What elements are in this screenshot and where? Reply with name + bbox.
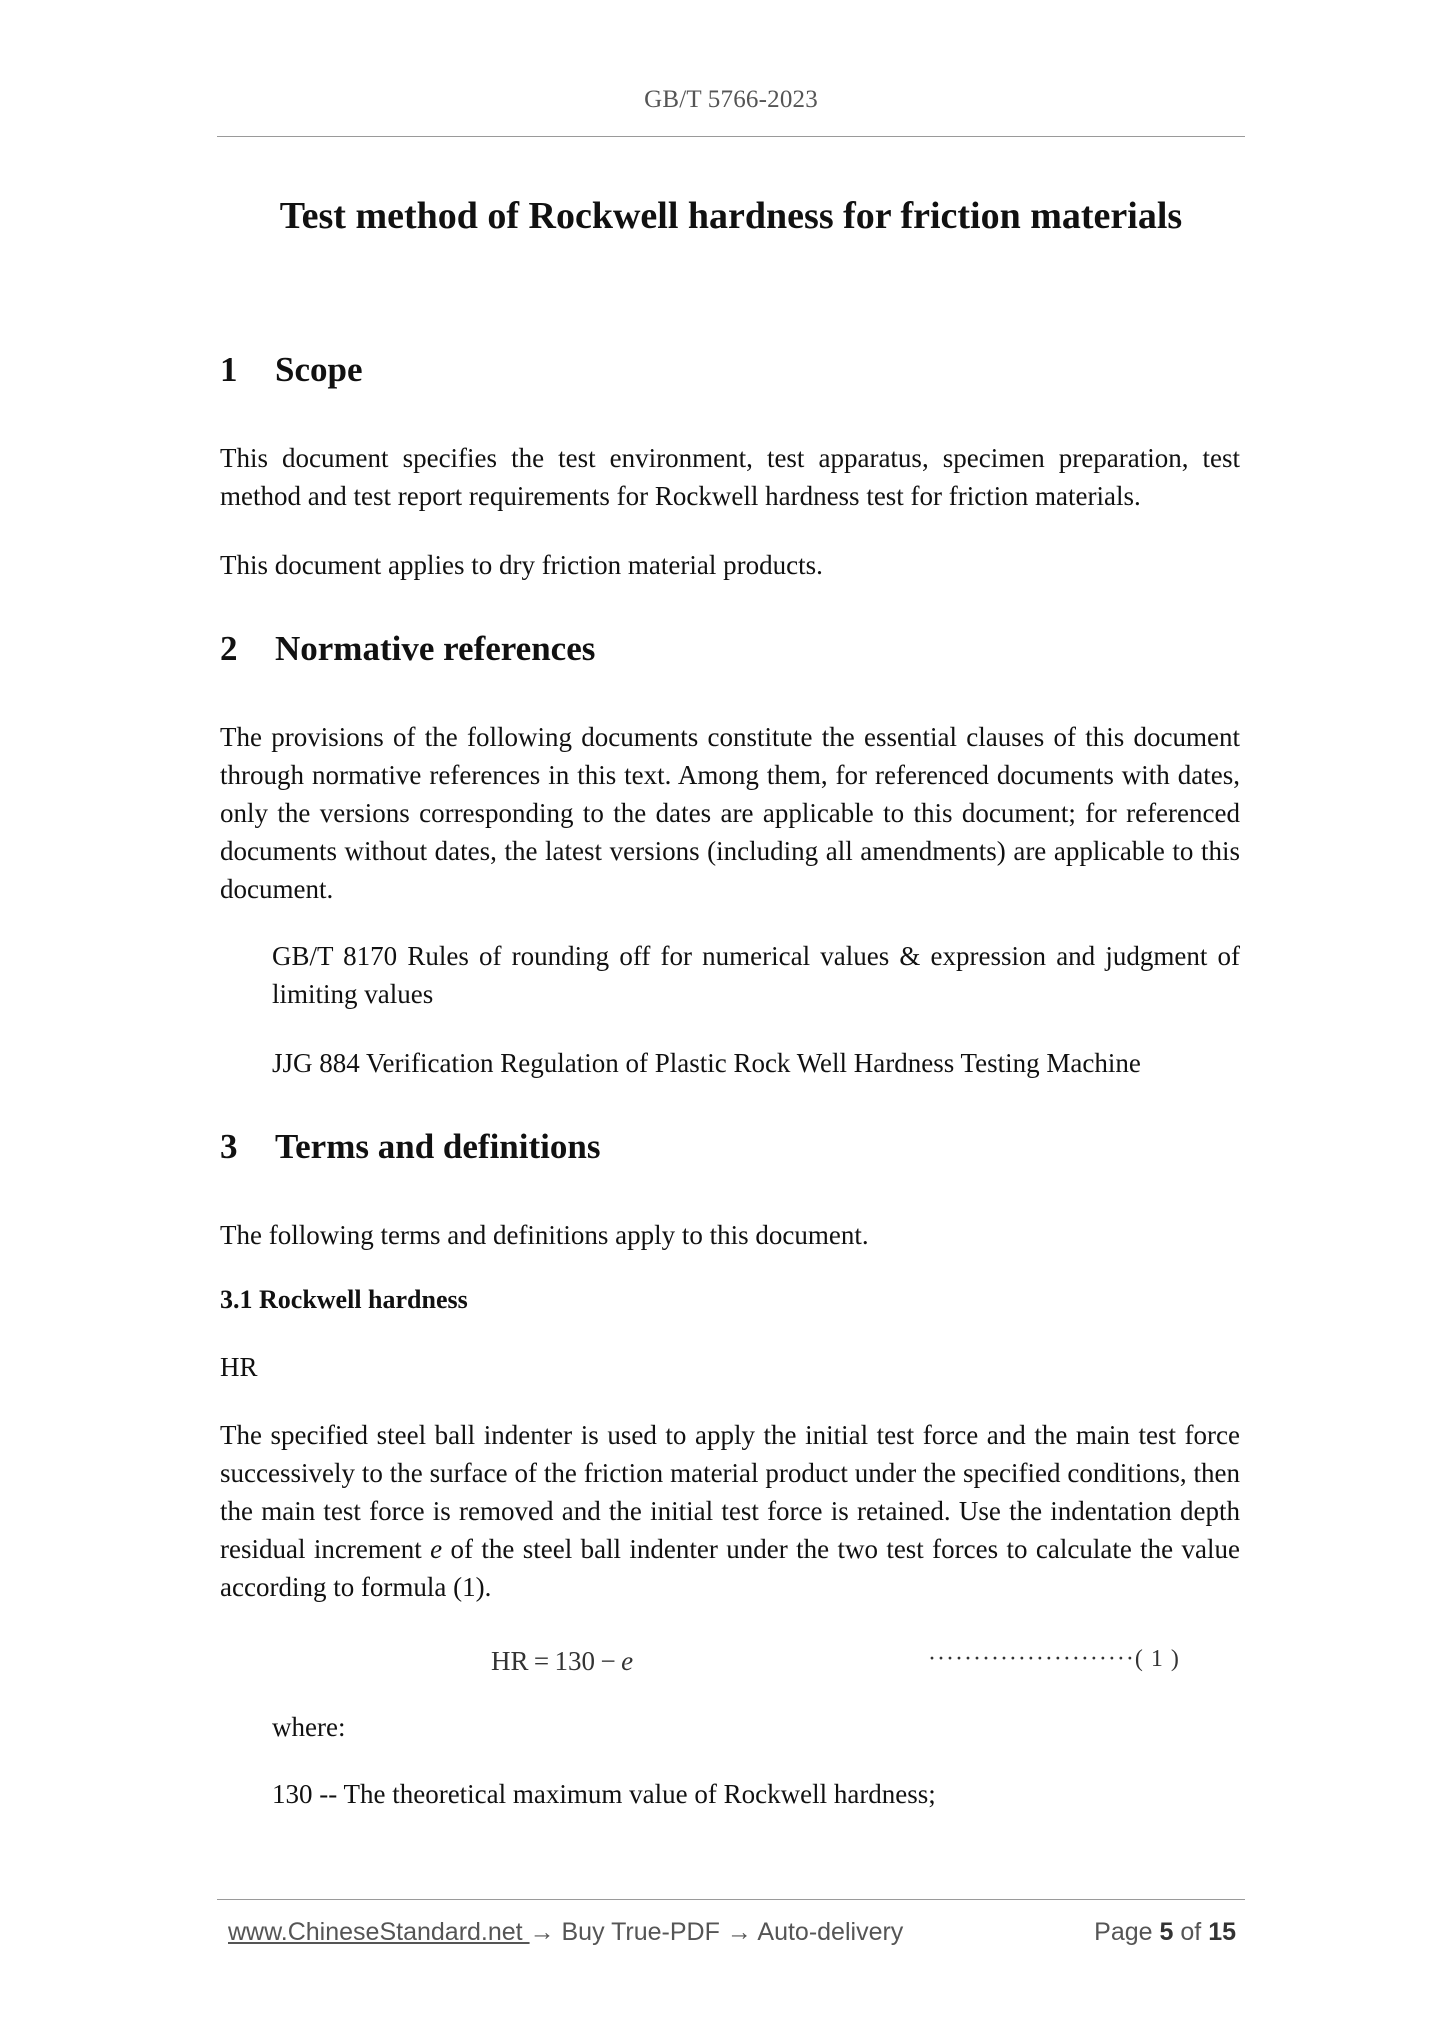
definition-text: of the steel ball indenter under the two test forces to calculate the value according to formula (1). [220, 1534, 1240, 1602]
formula-number: ·······················( 1 ) [928, 1646, 1180, 1672]
footer-rule [217, 1899, 1245, 1900]
page-of: of [1180, 1918, 1202, 1946]
where-label: where: [272, 1712, 346, 1742]
section-title: Terms and definitions [275, 1127, 601, 1166]
delivery-text: Auto-delivery [751, 1918, 904, 1946]
footer-promo [228, 1918, 903, 1947]
formula [491, 1646, 633, 1677]
arrow-right-icon: → [529, 1918, 555, 1946]
formula-expression: HR = 130 − [491, 1646, 622, 1676]
reference-item: JJG 884 Verification Regulation of Plastic Rock Well Hardness Testing Machine [272, 1048, 1141, 1078]
section-heading-terms-definitions [220, 1127, 600, 1167]
arrow-right-icon: → [726, 1918, 752, 1946]
definition-text: The specified steel ball indenter is used to apply the initial test force and the main test force successively to the surface of the friction material product under the specified conditions, then the main test force is removed and the initial test force is retained. Use the indentation depth residual increment [220, 1420, 1240, 1564]
page-current: 5 [1159, 1918, 1174, 1946]
term-definition [220, 1416, 1240, 1606]
section-number: 2 [220, 629, 238, 668]
formula-variable: e [621, 1646, 634, 1676]
page-footer [228, 1918, 1236, 1952]
page-indicator [1094, 1918, 1236, 1947]
term-heading: 3.1 Rockwell hardness [220, 1285, 468, 1314]
term-abbreviation: HR [220, 1352, 258, 1382]
section-number: 3 [220, 1127, 238, 1166]
buy-text: Buy True-PDF [554, 1918, 727, 1946]
section-heading-scope [220, 350, 363, 390]
page-label: Page [1094, 1918, 1153, 1946]
section-title: Scope [275, 350, 363, 389]
page-total: 15 [1208, 1918, 1236, 1946]
where-item: 130 -- The theoretical maximum value of Rockwell hardness; [272, 1779, 936, 1809]
site-link[interactable]: www.ChineseStandard.net [228, 1918, 530, 1946]
header-rule [217, 136, 1245, 137]
variable-e: e [430, 1534, 443, 1564]
scope-paragraph-2: This document applies to dry friction material products. [220, 550, 823, 580]
section-title: Normative references [275, 629, 596, 668]
terms-intro-paragraph: The following terms and definitions apply to this document. [220, 1220, 869, 1250]
normative-references-paragraph: The provisions of the following documents constitute the essential clauses of this document through normative references in this text. Among them, for referenced documents with dates, only the versions corresponding to the dates are applicable to this document; for referenced documents without dates, the latest versions (including all amendments) are applicable to this document. [220, 722, 1240, 904]
section-number: 1 [220, 350, 238, 389]
reference-item: GB/T 8170 Rules of rounding off for numerical values & expression and judgment of limiting values [272, 941, 1240, 1009]
running-header: GB/T 5766-2023 [644, 86, 818, 113]
section-heading-normative-references [220, 629, 595, 669]
document-title: Test method of Rockwell hardness for friction materials [279, 195, 1183, 237]
scope-paragraph-1: This document specifies the test environment, test apparatus, specimen preparation, test method and test report requirements for Rockwell hardness test for friction materials. [220, 443, 1240, 511]
